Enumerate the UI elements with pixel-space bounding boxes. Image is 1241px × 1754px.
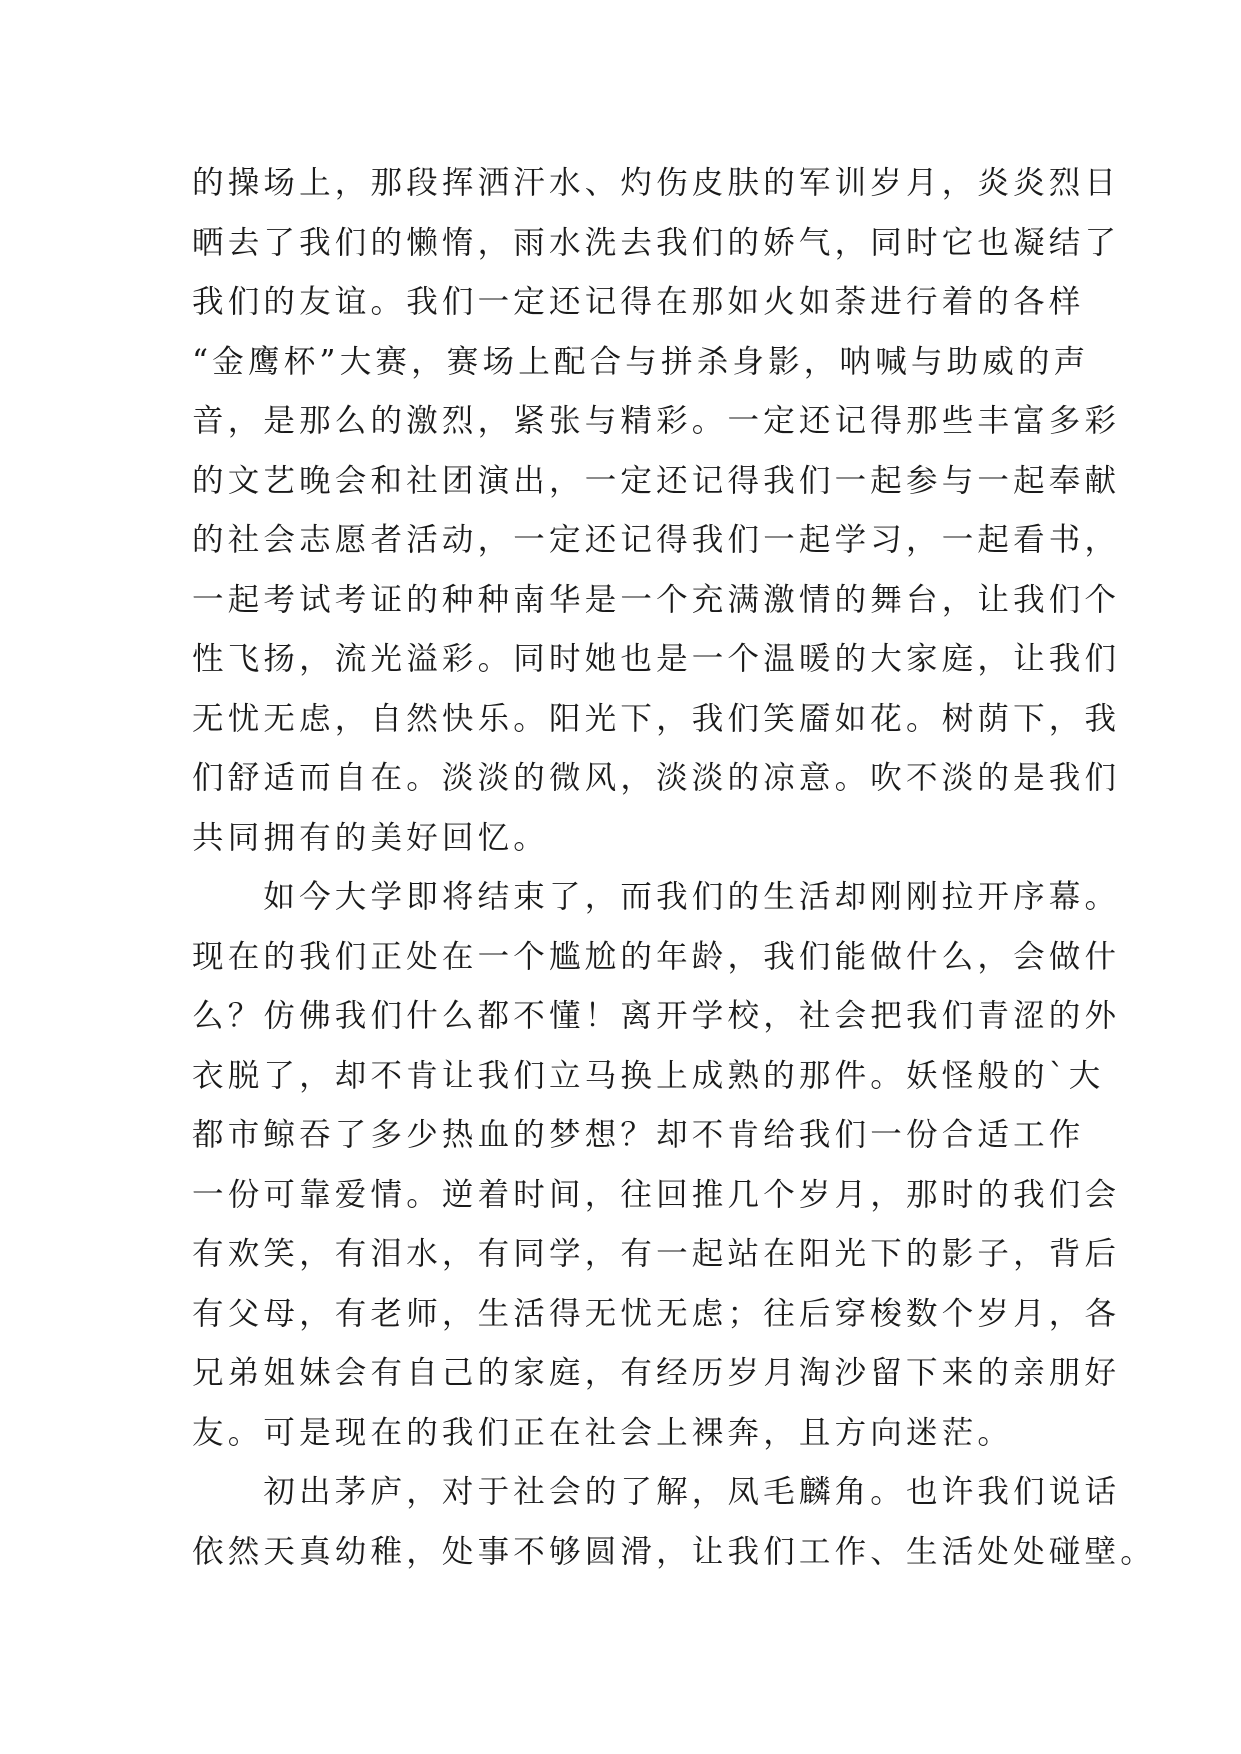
text-line: 的文艺晚会和社团演出，一定还记得我们一起参与一起奉献 — [192, 462, 1121, 499]
text-line: 初出茅庐，对于社会的了解，凤毛麟角。也许我们说话 — [192, 1474, 1121, 1510]
text-line: 的社会志愿者活动，一定还记得我们一起学习，一起看书， — [192, 522, 1121, 558]
text-line: 么？仿佛我们什么都不懂！离开学校，社会把我们青涩的外 — [192, 998, 1121, 1034]
text-line: 依然天真幼稚，处事不够圆滑，让我们工作、生活处处碰壁。 — [192, 1533, 1156, 1570]
text-line: 共同拥有的美好回忆。 — [192, 819, 550, 856]
text-line: 音，是那么的激烈，紧张与精彩。一定还记得那些丰富多彩 — [192, 403, 1121, 439]
text-line: 一起考试考证的种种南华是一个充满激情的舞台，让我们个 — [192, 581, 1121, 618]
text-line: 们舒适而自在。淡淡的微风，淡淡的凉意。吹不淡的是我们 — [192, 760, 1121, 796]
text-line: 我们的友谊。我们一定还记得在那如火如荼进行着的各样 — [192, 284, 1085, 320]
text-line: 友。可是现在的我们正在社会上裸奔，且方向迷茫。 — [192, 1414, 1014, 1451]
text-line: 有欢笑，有泪水，有同学，有一起站在阳光下的影子，背后 — [192, 1236, 1121, 1272]
text-line: 都市鲸吞了多少热血的梦想？却不肯给我们一份合适工作 — [192, 1117, 1085, 1153]
text-line: 一份可靠爱情。逆着时间，往回推几个岁月，那时的我们会 — [192, 1176, 1121, 1213]
text-line: “金鹰杯”大赛，赛场上配合与拼杀身影，呐喊与助威的声 — [192, 343, 1090, 380]
text-line: 如今大学即将结束了，而我们的生活却刚刚拉开序幕。 — [192, 879, 1121, 915]
text-line: 兄弟姐妹会有自己的家庭，有经历岁月淘沙留下来的亲朋好 — [192, 1355, 1121, 1391]
text-line: 现在的我们正处在一个尴尬的年龄，我们能做什么，会做什 — [192, 938, 1121, 975]
text-line: 性飞扬，流光溢彩。同时她也是一个温暖的大家庭，让我们 — [192, 641, 1121, 677]
body-text — [192, 154, 1156, 1582]
text-line: 有父母，有老师，生活得无忧无虑；往后穿梭数个岁月，各 — [192, 1295, 1121, 1332]
text-line: 衣脱了，却不肯让我们立马换上成熟的那件。妖怪般的`大 — [192, 1057, 1105, 1094]
text-line: 晒去了我们的懒惰，雨水洗去我们的娇气，同时它也凝结了 — [192, 224, 1121, 261]
text-line: 的操场上，那段挥洒汗水、灼伤皮肤的军训岁月，炎炎烈日 — [192, 165, 1121, 201]
text-line: 无忧无虑，自然快乐。阳光下，我们笑靥如花。树荫下，我 — [192, 700, 1121, 737]
